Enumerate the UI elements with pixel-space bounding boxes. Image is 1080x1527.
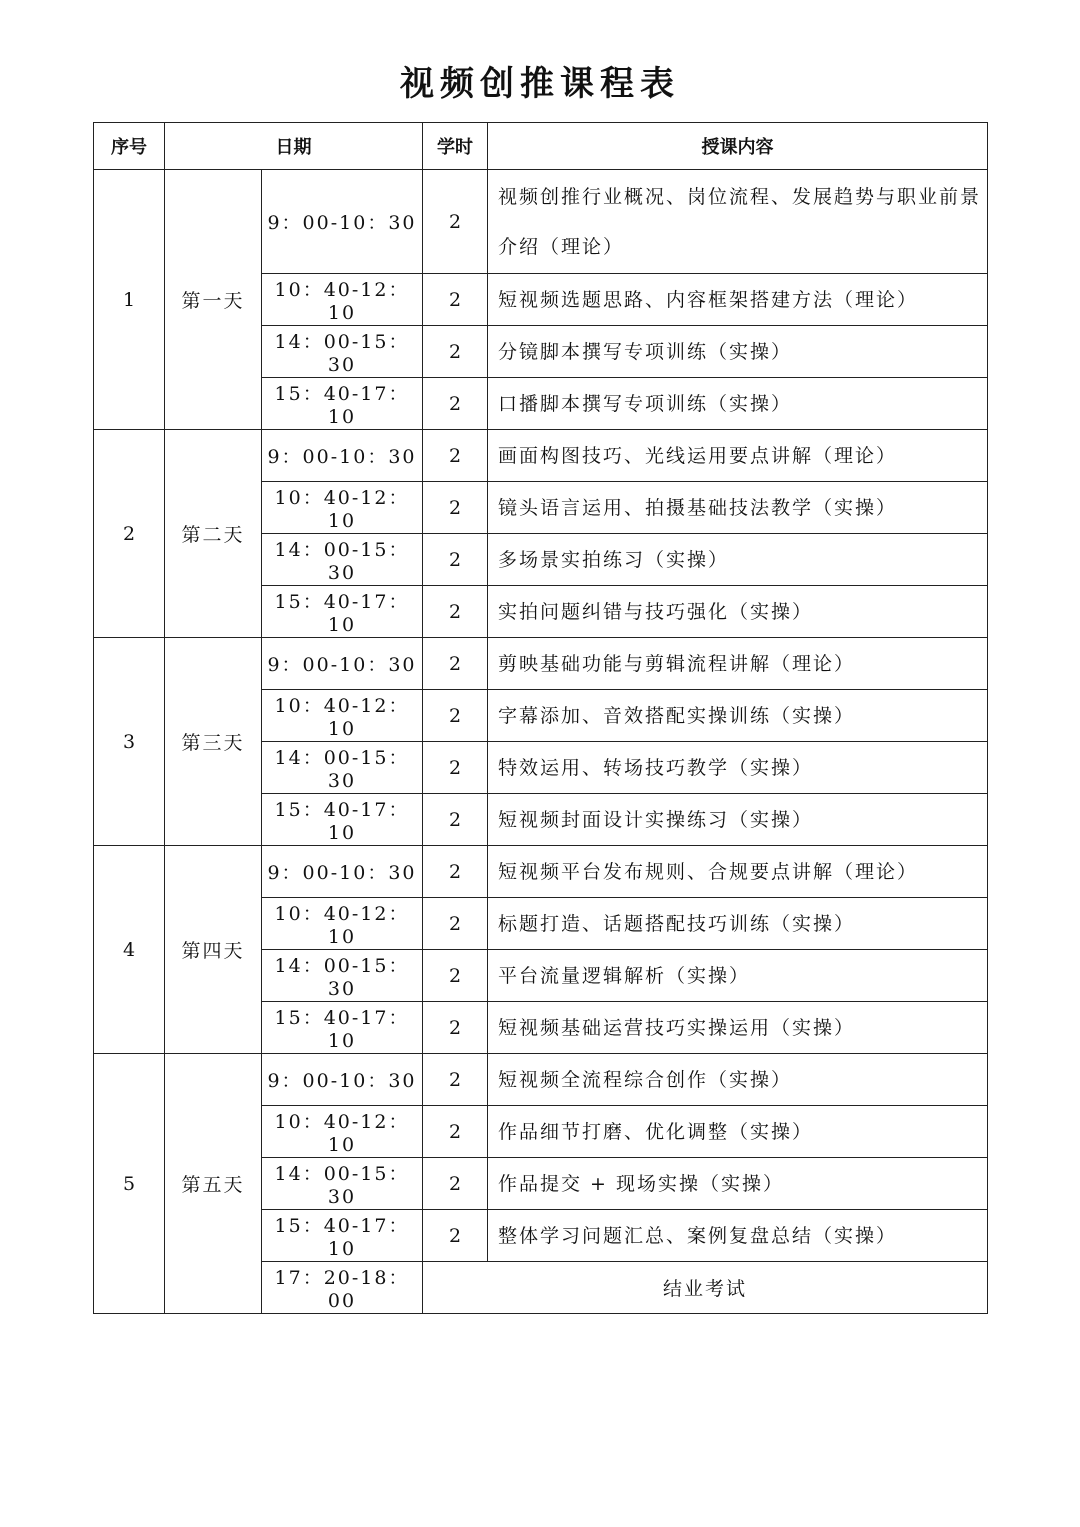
seq-cell: 3	[94, 638, 165, 846]
seq-cell: 5	[94, 1054, 165, 1314]
day-label-cell: 第四天	[165, 846, 262, 1054]
hours-cell: 2	[423, 690, 488, 742]
content-cell: 镜头语言运用、拍摄基础技法教学（实操）	[488, 482, 988, 534]
table-row	[94, 846, 988, 898]
day-label-cell: 第五天	[165, 1054, 262, 1314]
course-schedule-table	[93, 122, 988, 1314]
hours-cell: 2	[423, 378, 488, 430]
time-cell: 14：00-15：30	[262, 950, 423, 1002]
table-row	[94, 170, 988, 274]
content-cell: 平台流量逻辑解析（实操）	[488, 950, 988, 1002]
content-cell: 多场景实拍练习（实操）	[488, 534, 988, 586]
content-cell: 视频创推行业概况、岗位流程、发展趋势与职业前景介绍（理论）	[488, 170, 988, 274]
hours-cell: 2	[423, 1054, 488, 1106]
time-cell: 14：00-15：30	[262, 1158, 423, 1210]
content-cell: 剪映基础功能与剪辑流程讲解（理论）	[488, 638, 988, 690]
hours-cell: 2	[423, 898, 488, 950]
content-cell: 短视频平台发布规则、合规要点讲解（理论）	[488, 846, 988, 898]
hours-cell: 2	[423, 1158, 488, 1210]
time-cell: 9：00-10：30	[262, 1054, 423, 1106]
hours-cell: 2	[423, 846, 488, 898]
content-cell: 短视频全流程综合创作（实操）	[488, 1054, 988, 1106]
time-cell: 9：00-10：30	[262, 170, 423, 274]
content-cell: 口播脚本撰写专项训练（实操）	[488, 378, 988, 430]
seq-cell: 2	[94, 430, 165, 638]
content-cell: 短视频封面设计实操练习（实操）	[488, 794, 988, 846]
hours-cell: 2	[423, 482, 488, 534]
time-cell: 15：40-17：10	[262, 794, 423, 846]
time-cell: 10：40-12：10	[262, 482, 423, 534]
time-cell: 15：40-17：10	[262, 378, 423, 430]
header-date: 日期	[165, 123, 423, 170]
header-hours: 学时	[423, 123, 488, 170]
hours-cell: 2	[423, 326, 488, 378]
time-cell: 15：40-17：10	[262, 586, 423, 638]
time-cell: 9：00-10：30	[262, 638, 423, 690]
content-cell: 短视频选题思路、内容框架搭建方法（理论）	[488, 274, 988, 326]
table-row	[94, 1054, 988, 1106]
exam-label-cell: 结业考试	[423, 1262, 988, 1314]
hours-cell: 2	[423, 1210, 488, 1262]
seq-cell: 1	[94, 170, 165, 430]
exam-time-cell: 17：20-18：00	[262, 1262, 423, 1314]
content-cell: 标题打造、话题搭配技巧训练（实操）	[488, 898, 988, 950]
time-cell: 14：00-15：30	[262, 326, 423, 378]
header-content: 授课内容	[488, 123, 988, 170]
content-cell: 作品细节打磨、优化调整（实操）	[488, 1106, 988, 1158]
day-label-cell: 第二天	[165, 430, 262, 638]
hours-cell: 2	[423, 950, 488, 1002]
time-cell: 9：00-10：30	[262, 846, 423, 898]
time-cell: 9：00-10：30	[262, 430, 423, 482]
content-cell: 画面构图技巧、光线运用要点讲解（理论）	[488, 430, 988, 482]
content-cell: 作品提交 + 现场实操（实操）	[488, 1158, 988, 1210]
hours-cell: 2	[423, 430, 488, 482]
seq-cell: 4	[94, 846, 165, 1054]
time-cell: 14：00-15：30	[262, 742, 423, 794]
page-title: 视频创推课程表	[400, 64, 680, 104]
content-cell: 短视频基础运营技巧实操运用（实操）	[488, 1002, 988, 1054]
time-cell: 15：40-17：10	[262, 1210, 423, 1262]
hours-cell: 2	[423, 534, 488, 586]
header-row	[94, 123, 988, 170]
content-cell: 分镜脚本撰写专项训练（实操）	[488, 326, 988, 378]
time-cell: 10：40-12：10	[262, 274, 423, 326]
content-cell: 特效运用、转场技巧教学（实操）	[488, 742, 988, 794]
time-cell: 10：40-12：10	[262, 1106, 423, 1158]
hours-cell: 2	[423, 794, 488, 846]
hours-cell: 2	[423, 638, 488, 690]
time-cell: 15：40-17：10	[262, 1002, 423, 1054]
content-cell: 字幕添加、音效搭配实操训练（实操）	[488, 690, 988, 742]
hours-cell: 2	[423, 170, 488, 274]
hours-cell: 2	[423, 1002, 488, 1054]
table-row	[94, 638, 988, 690]
content-cell: 整体学习问题汇总、案例复盘总结（实操）	[488, 1210, 988, 1262]
table-row	[94, 430, 988, 482]
hours-cell: 2	[423, 742, 488, 794]
header-seq: 序号	[94, 123, 165, 170]
hours-cell: 2	[423, 274, 488, 326]
hours-cell: 2	[423, 1106, 488, 1158]
content-cell: 实拍问题纠错与技巧强化（实操）	[488, 586, 988, 638]
time-cell: 14：00-15：30	[262, 534, 423, 586]
time-cell: 10：40-12：10	[262, 690, 423, 742]
day-label-cell: 第一天	[165, 170, 262, 430]
time-cell: 10：40-12：10	[262, 898, 423, 950]
day-label-cell: 第三天	[165, 638, 262, 846]
hours-cell: 2	[423, 586, 488, 638]
